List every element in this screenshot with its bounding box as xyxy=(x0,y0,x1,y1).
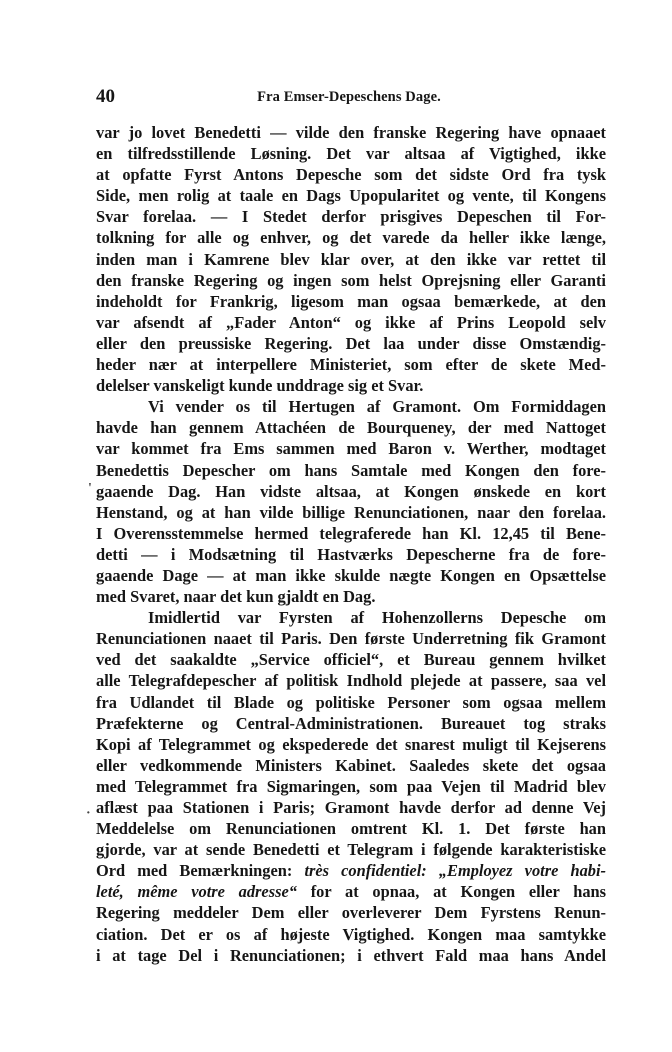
text-line: indeholdt for Frankrig, ligesom man ogsaa bemærkede, at den xyxy=(96,291,606,311)
text-line: aflæst paa Stationen i Paris; Gramont havde derfor ad denne Vej xyxy=(96,798,606,817)
text-line: var jo lovet Benedetti — vilde den franske Regering have opnaaet xyxy=(96,123,606,142)
text-line: alle Telegrafdepescher af politisk Indhold plejede at passere, saa vel xyxy=(96,671,606,691)
print-speck: · xyxy=(86,806,91,821)
text-line xyxy=(96,860,606,881)
text-line: tolkning for alle og enhver, og det varede da heller ikke længe, xyxy=(96,228,606,248)
paragraph-first-line: Vi vender os til Hertugen af Gramont. Om Formiddagen xyxy=(148,397,606,417)
text-line: gaaende Dage — at man ikke skulde nægte Kongen en Opsættelse xyxy=(96,565,606,585)
text-line: gaaende Dag. Han vidste altsaa, at Kongen ønskede en kort xyxy=(96,481,606,501)
text-line: Svar forelaa. — I Stedet derfor prisgives Depeschen til For- xyxy=(96,207,606,227)
text-segment: for at opnaa, at Kongen eller hans xyxy=(310,882,607,902)
text-line: at opfatte Fyrst Antons Depesche som det sidste Ord fra tysk xyxy=(96,165,606,185)
text-segment: Ord med Bemærkningen: xyxy=(96,861,293,881)
text-line: Meddelelse om Renunciationen omtrent Kl. 1. Det første han xyxy=(96,819,606,839)
page-header xyxy=(96,86,602,108)
text-line: Side, men rolig at taale en Dags Upopularitet og vente, til Kongens xyxy=(96,186,606,206)
body-text xyxy=(96,122,606,966)
text-line: I Overensstemmelse hermed telegraferede han Kl. 12,45 til Bene- xyxy=(96,523,606,543)
text-line: med Telegrammet fra Sigmaringen, som paa Vejen til Madrid blev xyxy=(96,776,606,796)
text-line: Henstand, og at han vilde billige Renunciationen, naar den forelaa. xyxy=(96,502,606,522)
page-number: 40 xyxy=(96,86,115,107)
text-line: delelser vanskeligt kunde unddrage sig et Svar. xyxy=(96,376,424,396)
text-line: Kopi af Telegrammet og ekspederede det snarest muligt til Kejserens xyxy=(96,734,606,754)
text-line: var kommet fra Ems sammen med Baron v. Werther, modtaget xyxy=(96,439,606,459)
text-line: inden man i Kamrene blev klar over, at den ikke var rettet til xyxy=(96,249,606,269)
text-line: var afsendt af „Fader Anton“ og ikke af Prins Leopold selv xyxy=(96,312,606,332)
paragraph-first-line: Imidlertid var Fyrsten af Hohenzollerns Depesche om xyxy=(148,608,606,628)
text-line: fra Udlandet til Blade og politiske Personer som ogsaa mellem xyxy=(96,692,606,712)
text-line: en tilfredsstillende Løsning. Det var altsaa af Vigtighed, ikke xyxy=(96,144,606,164)
text-line: med Svaret, naar det kun gjaldt en Dag. xyxy=(96,587,376,607)
text-line: detti — i Modsætning til Hastværks Depescherne fra de fore- xyxy=(96,544,606,564)
text-line: Regering meddeler Dem eller overleverer Dem Fyrstens Renun- xyxy=(96,903,606,923)
running-head: Fra Emser-Depeschens Dage. xyxy=(257,89,441,105)
text-line: i at tage Del i Renunciationen; i ethvert Fald maa hans Andel xyxy=(96,945,606,965)
text-line xyxy=(96,881,606,902)
text-line: eller den preussiske Regering. Det laa under disse Omstændig- xyxy=(96,333,606,353)
text-line: gjorde, var at sende Benedetti et Telegram i følgende karakteristiske xyxy=(96,840,606,860)
text-line: heder nær at interpellere Ministeriet, som efter de skete Med- xyxy=(96,355,606,375)
text-line: havde han gennem Attachéen de Bourqueney, der med Nattoget xyxy=(96,418,606,438)
text-line: ciation. Det er os af højeste Vigtighed. Kongen maa samtykke xyxy=(96,924,606,944)
italic-quote: leté, même votre adresse“ xyxy=(96,882,297,902)
text-line: eller vedkommende Ministers Kabinet. Saaledes skete det ogsaa xyxy=(96,755,606,775)
text-line: ved det saakaldte „Service officiel“, et Bureau gennem hvilket xyxy=(96,650,606,670)
italic-quote: très confidentiel: „Employez votre habi- xyxy=(304,861,606,881)
text-line: Renunciationen naaet til Paris. Den første Underretning fik Gramont xyxy=(96,629,606,649)
text-line: Præfekterne og Central-Administrationen. Bureauet tog straks xyxy=(96,713,606,733)
text-line: den franske Regering og ingen som helst Oprejsning eller Garanti xyxy=(96,270,606,290)
text-line: Benedettis Depescher om hans Samtale med Kongen den fore- xyxy=(96,460,606,480)
print-speck: ' xyxy=(88,481,92,496)
